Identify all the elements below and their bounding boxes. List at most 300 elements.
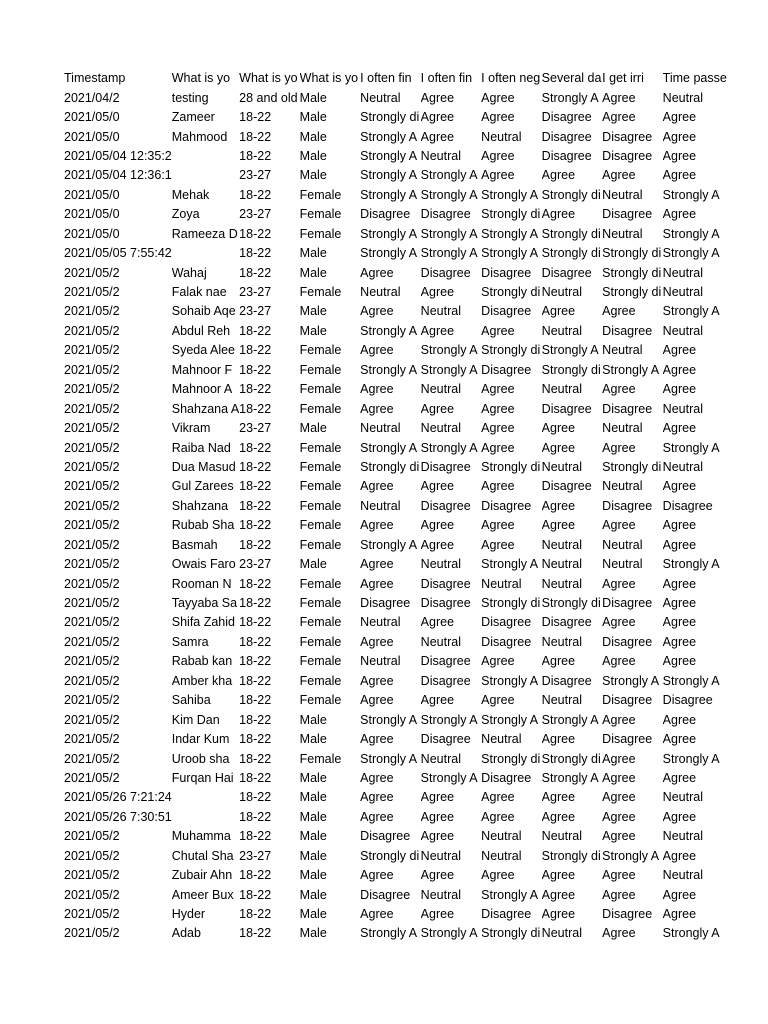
table-cell[interactable]: Shifa Zahid: [171, 615, 235, 630]
table-cell[interactable]: Neutral: [360, 654, 401, 669]
table-cell[interactable]: 2021/05/2: [64, 498, 120, 513]
table-cell[interactable]: Disagree: [481, 907, 532, 922]
table-cell[interactable]: Strongly A: [420, 770, 478, 785]
table-cell[interactable]: 2021/05/2: [64, 459, 120, 474]
table-cell[interactable]: Agree: [602, 110, 636, 125]
table-cell[interactable]: Neutral: [541, 926, 582, 941]
table-cell[interactable]: Strongly A: [420, 440, 478, 455]
table-cell[interactable]: Strongly di: [602, 246, 662, 261]
table-cell[interactable]: Neutral: [360, 421, 401, 436]
table-cell[interactable]: Neutral: [541, 693, 582, 708]
table-cell[interactable]: Agree: [541, 207, 576, 222]
table-cell[interactable]: 2021/05/2: [64, 770, 120, 785]
table-cell[interactable]: 18-22: [239, 770, 272, 785]
table-cell[interactable]: Disagree: [602, 693, 653, 708]
table-cell[interactable]: Syeda Alee: [171, 343, 235, 358]
table-cell[interactable]: Disagree: [602, 401, 653, 416]
table-cell[interactable]: Female: [299, 207, 342, 222]
table-cell[interactable]: Strongly di: [541, 187, 601, 202]
table-cell[interactable]: 18-22: [239, 265, 272, 280]
table-cell[interactable]: Agree: [662, 537, 697, 552]
table-cell[interactable]: Agree: [541, 304, 576, 319]
table-cell[interactable]: 18-22: [239, 148, 272, 163]
table-cell[interactable]: Disagree: [481, 770, 532, 785]
table-cell[interactable]: Strongly A: [360, 148, 418, 163]
table-cell[interactable]: Strongly di: [360, 110, 420, 125]
table-cell[interactable]: Neutral: [420, 557, 461, 572]
table-cell[interactable]: 18-22: [239, 809, 272, 824]
table-cell[interactable]: Female: [299, 343, 342, 358]
table-cell[interactable]: Zoya: [171, 207, 200, 222]
table-cell[interactable]: Neutral: [662, 829, 703, 844]
table-cell[interactable]: Agree: [420, 809, 455, 824]
table-cell[interactable]: Agree: [602, 926, 636, 941]
table-cell[interactable]: Strongly A: [360, 751, 418, 766]
table-cell[interactable]: Furqan Hai: [171, 770, 234, 785]
table-cell[interactable]: 18-22: [239, 537, 272, 552]
table-cell[interactable]: Disagree: [541, 265, 592, 280]
table-cell[interactable]: Male: [299, 848, 327, 863]
table-cell[interactable]: Agree: [481, 654, 515, 669]
table-cell[interactable]: Disagree: [602, 323, 653, 338]
table-cell[interactable]: 2021/05/2: [64, 926, 120, 941]
table-cell[interactable]: Female: [299, 362, 342, 377]
table-cell[interactable]: 23-27: [239, 168, 272, 183]
table-cell[interactable]: Male: [299, 110, 327, 125]
table-cell[interactable]: 18-22: [239, 887, 272, 902]
table-cell[interactable]: Strongly A: [662, 673, 720, 688]
table-cell[interactable]: Strongly di: [541, 596, 601, 611]
table-cell[interactable]: Strongly di: [360, 848, 420, 863]
table-cell[interactable]: Agree: [662, 712, 697, 727]
table-cell[interactable]: 2021/05/2: [64, 615, 120, 630]
table-cell[interactable]: Agree: [602, 90, 636, 105]
table-cell[interactable]: Female: [299, 654, 342, 669]
table-cell[interactable]: Strongly A: [602, 673, 660, 688]
table-cell[interactable]: 18-22: [239, 693, 272, 708]
table-cell[interactable]: Agree: [662, 382, 697, 397]
table-cell[interactable]: 18-22: [239, 479, 272, 494]
table-cell[interactable]: Neutral: [481, 576, 522, 591]
table-cell[interactable]: Neutral: [541, 323, 582, 338]
table-cell[interactable]: Agree: [541, 440, 576, 455]
table-cell[interactable]: Female: [299, 615, 342, 630]
table-cell[interactable]: Neutral: [541, 829, 582, 844]
table-cell[interactable]: Agree: [360, 304, 394, 319]
table-cell[interactable]: 2021/05/0: [64, 187, 120, 202]
table-cell[interactable]: Strongly A: [602, 362, 660, 377]
table-cell[interactable]: Agree: [662, 576, 697, 591]
table-cell[interactable]: Agree: [481, 323, 515, 338]
table-cell[interactable]: 2021/05/2: [64, 479, 120, 494]
table-cell[interactable]: Zubair Ahn: [171, 868, 233, 883]
table-cell[interactable]: Strongly A: [481, 712, 539, 727]
table-cell[interactable]: 2021/05/2: [64, 518, 120, 533]
table-cell[interactable]: Strongly A: [662, 187, 720, 202]
table-cell[interactable]: Abdul Reh: [171, 323, 231, 338]
table-cell[interactable]: Mehak: [171, 187, 210, 202]
table-cell[interactable]: 28 and old: [239, 90, 298, 105]
table-cell[interactable]: 2021/05/0: [64, 226, 120, 241]
table-cell[interactable]: Neutral: [602, 479, 643, 494]
table-cell[interactable]: Female: [299, 596, 342, 611]
table-cell[interactable]: Neutral: [541, 285, 582, 300]
table-cell[interactable]: Agree: [541, 732, 576, 747]
table-cell[interactable]: Disagree: [360, 207, 411, 222]
table-cell[interactable]: Agree: [662, 770, 697, 785]
table-cell[interactable]: Agree: [481, 537, 515, 552]
table-cell[interactable]: Agree: [662, 362, 697, 377]
table-cell[interactable]: Agree: [420, 615, 455, 630]
table-cell[interactable]: Male: [299, 265, 327, 280]
table-cell[interactable]: Agree: [602, 382, 636, 397]
table-cell[interactable]: 2021/05/2: [64, 285, 120, 300]
table-cell[interactable]: Amber kha: [171, 673, 233, 688]
table-cell[interactable]: 2021/04/2: [64, 90, 120, 105]
table-cell[interactable]: [172, 808, 239, 827]
table-cell[interactable]: 18-22: [239, 673, 272, 688]
table-cell[interactable]: Neutral: [662, 285, 703, 300]
table-cell[interactable]: Strongly A: [360, 362, 418, 377]
table-cell[interactable]: Male: [299, 421, 327, 436]
table-cell[interactable]: 2021/05/0: [64, 110, 120, 125]
table-cell[interactable]: Agree: [420, 401, 455, 416]
table-cell[interactable]: [172, 147, 239, 166]
table-cell[interactable]: Strongly di: [541, 246, 601, 261]
table-cell[interactable]: Indar Kum: [171, 732, 230, 747]
table-cell[interactable]: Strongly A: [481, 246, 539, 261]
table-cell[interactable]: Agree: [662, 615, 697, 630]
table-cell[interactable]: 18-22: [239, 790, 272, 805]
table-cell[interactable]: Agree: [481, 790, 515, 805]
table-cell[interactable]: Female: [299, 382, 342, 397]
table-cell[interactable]: Disagree: [420, 654, 471, 669]
table-cell[interactable]: Agree: [420, 129, 455, 144]
table-cell[interactable]: Agree: [662, 654, 697, 669]
table-cell[interactable]: Agree: [602, 770, 636, 785]
table-cell[interactable]: Agree: [662, 148, 697, 163]
table-cell[interactable]: Neutral: [662, 790, 703, 805]
table-cell[interactable]: Female: [299, 576, 342, 591]
table-cell[interactable]: Adab: [171, 926, 201, 941]
table-cell[interactable]: Raiba Nad: [171, 440, 231, 455]
table-cell[interactable]: Agree: [360, 634, 394, 649]
table-cell[interactable]: Agree: [662, 732, 697, 747]
table-cell[interactable]: Neutral: [360, 615, 401, 630]
table-cell[interactable]: Neutral: [541, 537, 582, 552]
table-cell[interactable]: Strongly di: [541, 226, 601, 241]
table-cell[interactable]: Neutral: [481, 129, 522, 144]
table-cell[interactable]: Agree: [481, 440, 515, 455]
table-cell[interactable]: Strongly A: [420, 926, 478, 941]
table-cell[interactable]: Male: [299, 90, 327, 105]
table-cell[interactable]: 18-22: [239, 187, 272, 202]
table-cell[interactable]: 2021/05/2: [64, 382, 120, 397]
table-cell[interactable]: 2021/05/2: [64, 829, 120, 844]
table-cell[interactable]: Strongly A: [541, 712, 599, 727]
table-cell[interactable]: Neutral: [481, 732, 522, 747]
table-cell[interactable]: Agree: [541, 907, 576, 922]
table-cell[interactable]: Disagree: [420, 576, 471, 591]
table-cell[interactable]: Disagree: [602, 732, 653, 747]
table-cell[interactable]: Strongly di: [481, 343, 541, 358]
table-cell[interactable]: 2021/05/2: [64, 693, 120, 708]
table-cell[interactable]: Agree: [360, 557, 394, 572]
table-cell[interactable]: Strongly A: [481, 887, 539, 902]
table-cell[interactable]: Agree: [541, 868, 576, 883]
table-cell[interactable]: Strongly A: [420, 362, 478, 377]
table-cell[interactable]: 2021/05/2: [64, 576, 120, 591]
table-cell[interactable]: Disagree: [541, 129, 592, 144]
table-cell[interactable]: Agree: [662, 129, 697, 144]
table-cell[interactable]: 2021/05/2: [64, 401, 120, 416]
table-cell[interactable]: 18-22: [239, 654, 272, 669]
table-cell[interactable]: Agree: [541, 809, 576, 824]
table-cell[interactable]: [172, 166, 239, 185]
table-cell[interactable]: Agree: [662, 634, 697, 649]
table-cell[interactable]: Disagree: [541, 401, 592, 416]
table-cell[interactable]: Kim Dan: [171, 712, 220, 727]
table-cell[interactable]: 2021/05/0: [64, 129, 120, 144]
table-cell[interactable]: Agree: [662, 421, 697, 436]
table-cell[interactable]: Neutral: [420, 304, 461, 319]
table-cell[interactable]: Strongly di: [541, 362, 601, 377]
table-cell[interactable]: I often neg: [481, 71, 541, 86]
table-cell[interactable]: Disagree: [602, 907, 653, 922]
table-cell[interactable]: Agree: [662, 110, 697, 125]
table-cell[interactable]: Timestamp: [64, 71, 126, 86]
table-cell[interactable]: Strongly A: [420, 246, 478, 261]
table-cell[interactable]: Strongly di: [360, 459, 420, 474]
table-cell[interactable]: 2021/05/0: [64, 207, 120, 222]
table-cell[interactable]: Agree: [541, 168, 576, 183]
table-cell[interactable]: Neutral: [481, 848, 522, 863]
table-cell[interactable]: Agree: [481, 868, 515, 883]
table-cell[interactable]: Agree: [541, 498, 576, 513]
table-cell[interactable]: Agree: [662, 479, 697, 494]
table-cell[interactable]: Strongly di: [481, 459, 541, 474]
table-cell[interactable]: 2021/05/26 7:21:24: [64, 790, 172, 805]
table-cell[interactable]: 2021/05/2: [64, 654, 120, 669]
table-cell[interactable]: Disagree: [602, 634, 653, 649]
table-cell[interactable]: 23-27: [239, 207, 272, 222]
table-cell[interactable]: 2021/05/2: [64, 712, 120, 727]
table-cell[interactable]: Neutral: [662, 323, 703, 338]
table-cell[interactable]: Agree: [420, 693, 455, 708]
table-cell[interactable]: Strongly A: [662, 926, 720, 941]
table-cell[interactable]: Strongly di: [481, 285, 541, 300]
table-cell[interactable]: Ameer Bux: [171, 887, 234, 902]
table-cell[interactable]: Agree: [420, 518, 455, 533]
table-cell[interactable]: Disagree: [662, 693, 713, 708]
table-cell[interactable]: Disagree: [662, 498, 713, 513]
table-cell[interactable]: Agree: [360, 770, 394, 785]
table-cell[interactable]: Neutral: [481, 829, 522, 844]
table-cell[interactable]: Agree: [360, 518, 394, 533]
table-cell[interactable]: 2021/05/2: [64, 596, 120, 611]
table-cell[interactable]: Agree: [360, 479, 394, 494]
table-cell[interactable]: 23-27: [239, 421, 272, 436]
table-cell[interactable]: Neutral: [420, 751, 461, 766]
table-cell[interactable]: Muhamma: [171, 829, 231, 844]
table-cell[interactable]: Tayyaba Sa: [171, 596, 238, 611]
table-cell[interactable]: Agree: [481, 518, 515, 533]
table-cell[interactable]: Neutral: [602, 421, 643, 436]
table-cell[interactable]: Disagree: [420, 459, 471, 474]
table-cell[interactable]: Agree: [481, 479, 515, 494]
table-cell[interactable]: Strongly A: [420, 226, 478, 241]
table-cell[interactable]: Disagree: [602, 498, 653, 513]
table-cell[interactable]: Strongly A: [360, 129, 418, 144]
table-cell[interactable]: Agree: [360, 265, 394, 280]
table-cell[interactable]: Disagree: [541, 615, 592, 630]
table-cell[interactable]: Agree: [541, 887, 576, 902]
table-cell[interactable]: Agree: [602, 518, 636, 533]
table-cell[interactable]: Sohaib Aqe: [171, 304, 236, 319]
table-cell[interactable]: 2021/05/2: [64, 537, 120, 552]
table-cell[interactable]: Strongly A: [360, 926, 418, 941]
table-cell[interactable]: Strongly A: [541, 343, 599, 358]
table-cell[interactable]: Agree: [481, 693, 515, 708]
table-cell[interactable]: Strongly A: [360, 168, 418, 183]
table-cell[interactable]: What is yo: [299, 71, 359, 86]
table-cell[interactable]: Female: [299, 187, 342, 202]
table-cell[interactable]: Disagree: [602, 129, 653, 144]
table-cell[interactable]: Agree: [360, 809, 394, 824]
table-cell[interactable]: Strongly A: [360, 226, 418, 241]
table-cell[interactable]: 18-22: [239, 343, 272, 358]
table-cell[interactable]: Male: [299, 868, 327, 883]
table-cell[interactable]: Disagree: [420, 498, 471, 513]
table-cell[interactable]: Agree: [602, 440, 636, 455]
table-cell[interactable]: Strongly A: [662, 246, 720, 261]
table-cell[interactable]: Neutral: [602, 557, 643, 572]
table-cell[interactable]: Mahnoor F: [171, 362, 233, 377]
table-cell[interactable]: Agree: [420, 323, 455, 338]
table-cell[interactable]: Male: [299, 129, 327, 144]
table-cell[interactable]: 2021/05/2: [64, 304, 120, 319]
table-cell[interactable]: Agree: [541, 421, 576, 436]
table-cell[interactable]: Several da: [541, 71, 602, 86]
table-cell[interactable]: Strongly A: [662, 304, 720, 319]
table-cell[interactable]: Strongly A: [541, 770, 599, 785]
table-cell[interactable]: Strongly A: [662, 226, 720, 241]
table-cell[interactable]: Agree: [360, 343, 394, 358]
table-cell[interactable]: Female: [299, 634, 342, 649]
table-cell[interactable]: Agree: [602, 168, 636, 183]
table-cell[interactable]: What is yo: [171, 71, 231, 86]
table-cell[interactable]: Neutral: [541, 382, 582, 397]
table-cell[interactable]: Male: [299, 829, 327, 844]
table-cell[interactable]: Time passe: [662, 71, 727, 86]
table-cell[interactable]: Strongly A: [662, 440, 720, 455]
table-cell[interactable]: Female: [299, 751, 342, 766]
table-cell[interactable]: 18-22: [239, 129, 272, 144]
table-cell[interactable]: Neutral: [541, 634, 582, 649]
table-cell[interactable]: Vikram: [171, 421, 211, 436]
table-cell[interactable]: Male: [299, 246, 327, 261]
table-cell[interactable]: Neutral: [360, 285, 401, 300]
table-cell[interactable]: Disagree: [602, 148, 653, 163]
table-cell[interactable]: Strongly A: [420, 168, 478, 183]
table-cell[interactable]: Agree: [420, 285, 455, 300]
table-cell[interactable]: Agree: [420, 790, 455, 805]
table-cell[interactable]: Dua Masud: [171, 459, 236, 474]
table-cell[interactable]: 23-27: [239, 285, 272, 300]
table-cell[interactable]: 18-22: [239, 596, 272, 611]
table-cell[interactable]: Male: [299, 809, 327, 824]
table-cell[interactable]: Agree: [602, 751, 636, 766]
table-cell[interactable]: Disagree: [541, 148, 592, 163]
table-cell[interactable]: Female: [299, 693, 342, 708]
table-cell[interactable]: Male: [299, 770, 327, 785]
table-cell[interactable]: Agree: [420, 110, 455, 125]
table-cell[interactable]: Strongly di: [481, 596, 541, 611]
table-cell[interactable]: 2021/05/05 7:55:42: [64, 246, 172, 261]
table-cell[interactable]: [172, 788, 239, 807]
table-cell[interactable]: Strongly A: [360, 323, 418, 338]
table-cell[interactable]: Disagree: [420, 673, 471, 688]
table-cell[interactable]: Strongly di: [602, 285, 662, 300]
table-cell[interactable]: Neutral: [602, 537, 643, 552]
table-cell[interactable]: Female: [299, 285, 342, 300]
table-cell[interactable]: I often fin: [420, 71, 473, 86]
table-cell[interactable]: Agree: [602, 654, 636, 669]
table-cell[interactable]: Neutral: [602, 226, 643, 241]
table-cell[interactable]: Neutral: [662, 265, 703, 280]
table-cell[interactable]: Neutral: [541, 459, 582, 474]
table-cell[interactable]: Strongly A: [420, 187, 478, 202]
table-cell[interactable]: Strongly A: [602, 848, 660, 863]
table-cell[interactable]: Strongly A: [360, 440, 418, 455]
table-cell[interactable]: 18-22: [239, 829, 272, 844]
table-cell[interactable]: Agree: [662, 887, 697, 902]
table-cell[interactable]: Female: [299, 518, 342, 533]
table-cell[interactable]: Strongly A: [360, 246, 418, 261]
table-cell[interactable]: Strongly di: [541, 751, 601, 766]
table-cell[interactable]: Disagree: [420, 732, 471, 747]
table-cell[interactable]: Rooman N: [171, 576, 232, 591]
table-cell[interactable]: I get irri: [602, 71, 644, 86]
table-cell[interactable]: Strongly A: [481, 187, 539, 202]
table-cell[interactable]: 23-27: [239, 304, 272, 319]
table-cell[interactable]: Female: [299, 498, 342, 513]
table-cell[interactable]: 18-22: [239, 712, 272, 727]
table-cell[interactable]: Agree: [602, 887, 636, 902]
table-cell[interactable]: Neutral: [541, 576, 582, 591]
table-cell[interactable]: Strongly A: [360, 537, 418, 552]
table-cell[interactable]: Shahzana: [171, 498, 229, 513]
table-cell[interactable]: Neutral: [662, 459, 703, 474]
table-cell[interactable]: Disagree: [602, 207, 653, 222]
table-cell[interactable]: 18-22: [239, 634, 272, 649]
table-cell[interactable]: Agree: [602, 576, 636, 591]
table-cell[interactable]: Uroob sha: [171, 751, 230, 766]
table-cell[interactable]: Strongly di: [541, 848, 601, 863]
table-cell[interactable]: Disagree: [481, 265, 532, 280]
table-cell[interactable]: [172, 244, 239, 263]
table-cell[interactable]: 2021/05/2: [64, 673, 120, 688]
table-cell[interactable]: 2021/05/2: [64, 265, 120, 280]
table-cell[interactable]: 2021/05/2: [64, 323, 120, 338]
table-cell[interactable]: Strongly A: [360, 712, 418, 727]
table-cell[interactable]: Rabab kan: [171, 654, 233, 669]
table-cell[interactable]: 23-27: [239, 557, 272, 572]
table-cell[interactable]: Male: [299, 926, 327, 941]
table-cell[interactable]: Agree: [602, 615, 636, 630]
table-cell[interactable]: Gul Zarees: [171, 479, 234, 494]
table-cell[interactable]: Samra: [171, 634, 209, 649]
